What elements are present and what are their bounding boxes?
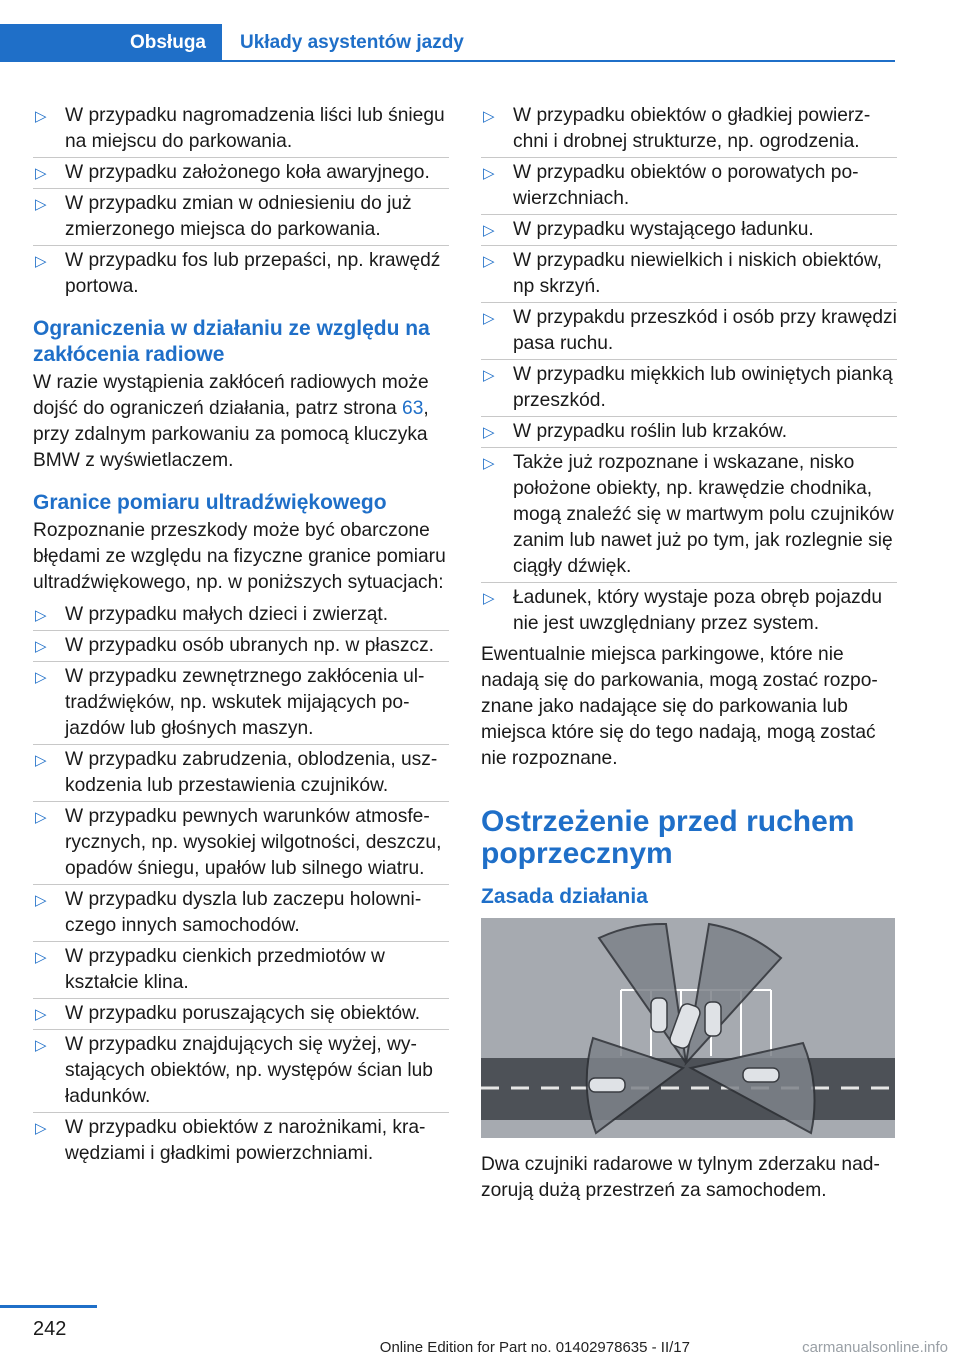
bullet-triangle-icon: ▷ xyxy=(35,196,47,213)
list-item-text: W przypadku nagromadzenia liści lub śniegu na miejscu do parkowania. xyxy=(65,105,445,152)
list-item-text: W przypadku założonego koła awaryjnego. xyxy=(65,162,430,183)
list-item xyxy=(481,450,897,580)
list-item xyxy=(33,804,449,882)
bullet-triangle-icon: ▷ xyxy=(35,1006,47,1023)
bullet-triangle-icon: ▷ xyxy=(483,367,495,384)
bullet-triangle-icon: ▷ xyxy=(35,607,47,624)
list-item xyxy=(481,103,897,155)
list-item xyxy=(33,664,449,742)
list-item xyxy=(33,1115,449,1167)
chapter-tab[interactable]: Obsługa xyxy=(0,24,222,62)
parking-paragraph: Ewentualnie miejsca parkingowe, które nie nadają się do parkowania, mogą zostać rozpoznane jako nadające się do parkowania lub miejsca które się do tego nadają, mogą zostać nie rozpoznane. xyxy=(481,644,878,769)
list-item-text: W przypadku wystającego ładunku. xyxy=(513,219,814,240)
footer-divider xyxy=(0,1305,97,1308)
bullet-triangle-icon: ▷ xyxy=(483,222,495,239)
ultrasonic-heading: Granice pomiaru ultradźwiękowego xyxy=(33,491,387,514)
list-item-text: W przypadku znajdujących się wyżej, wystających obiektów, np. występów ścian lub ładunków. xyxy=(65,1034,433,1107)
list-item xyxy=(33,103,449,155)
list-item xyxy=(33,1001,449,1027)
list-item-text: W przypadku roślin lub krzaków. xyxy=(513,421,788,442)
list-item-text: W przypadku poruszających się obiektów. xyxy=(65,1003,421,1024)
list-item xyxy=(481,362,897,414)
list-item-text: W przypadku fos lub przepaści, np. krawędź portowa. xyxy=(65,250,441,297)
radar-illustration xyxy=(481,918,895,1138)
page-number: 242 xyxy=(33,1318,67,1340)
bullet-triangle-icon: ▷ xyxy=(483,424,495,441)
ultrasonic-bullet-list xyxy=(33,602,449,1167)
bullet-triangle-icon: ▷ xyxy=(483,165,495,182)
list-item-text: Także już rozpoznane i wskazane, nisko położone obiekty, np. krawędzie chodnika, mogą znaleźć się w martwym polu czujników zanim lub nawet już po tym, jak rozlegnie się ciągły dźwięk. xyxy=(513,452,894,577)
radio-heading: Ograniczenia w działaniu ze względu na zakłócenia radiowe xyxy=(33,317,430,366)
list-item xyxy=(33,160,449,186)
list-item xyxy=(33,887,449,939)
bullet-triangle-icon: ▷ xyxy=(35,809,47,826)
bullet-triangle-icon: ▷ xyxy=(483,590,495,607)
list-item-text: W przypadku zmian w odniesieniu do już zmierzonego miejsca do parkowania. xyxy=(65,193,412,240)
list-item-text: W przypadku pewnych warunków atmosferycznych, np. wysokiej wilgotności, deszczu, opadów śniegu, upałów lub silnego wiatru. xyxy=(65,806,442,879)
list-item-text: W przypakdu przeszkód i osób przy krawędzi pasa ruchu. xyxy=(513,307,897,354)
list-item xyxy=(33,747,449,799)
right-column xyxy=(481,103,897,1210)
header-divider xyxy=(222,60,895,62)
list-item xyxy=(33,633,449,659)
list-item xyxy=(481,305,897,357)
section-tab[interactable]: Układy asystentów jazdy xyxy=(240,32,464,53)
list-item xyxy=(33,944,449,996)
list-item-text: W przypadku obiektów o gładkiej powierzchni i drobnej strukturze, np. ogrodzenia. xyxy=(513,105,871,152)
watermark: carmanualsonline.info xyxy=(802,1339,948,1356)
main-heading: Ostrzeżenie przed ruchem poprzecznym xyxy=(481,805,855,870)
figure-caption: Dwa czujniki radarowe w tylnym zderzaku nadzorują dużą przestrzeń za samochodem. xyxy=(481,1154,880,1201)
bullet-triangle-icon: ▷ xyxy=(35,108,47,125)
list-item xyxy=(481,585,897,637)
list-item-text: W przypadku osób ubranych np. w płaszcz. xyxy=(65,635,435,656)
bullet-triangle-icon: ▷ xyxy=(35,949,47,966)
list-item-text: W przypadku zewnętrznego zakłócenia ultradźwięków, np. wskutek mijających pojazdów lub głośnych maszyn. xyxy=(65,666,425,739)
list-item xyxy=(33,1032,449,1110)
bullet-triangle-icon: ▷ xyxy=(35,752,47,769)
page-header xyxy=(0,24,895,62)
page-link[interactable]: 63 xyxy=(402,398,424,419)
bullet-triangle-icon: ▷ xyxy=(35,165,47,182)
list-item-text: W przypadku obiektów o porowatych powierzchniach. xyxy=(513,162,859,209)
list-item xyxy=(33,248,449,300)
bullet-triangle-icon: ▷ xyxy=(35,253,47,270)
list-item xyxy=(481,160,897,212)
list-item-text: W przypadku niewielkich i niskich obiektów, np skrzyń. xyxy=(513,250,882,297)
list-item-text: Ładunek, który wystaje poza obręb pojazdu nie jest uwzględniany przez system. xyxy=(513,587,883,634)
list-item xyxy=(33,191,449,243)
right-bullet-list xyxy=(481,103,897,637)
list-item-text: W przypadku obiektów z narożnikami, krawędziami i gładkimi powierzchniami. xyxy=(65,1117,426,1164)
sub-heading: Zasada działania xyxy=(481,885,648,908)
bullet-triangle-icon: ▷ xyxy=(483,455,495,472)
list-item-text: W przypadku miękkich lub owiniętych pianką przeszkód. xyxy=(513,364,893,411)
bullet-triangle-icon: ▷ xyxy=(35,638,47,655)
ultrasonic-paragraph: Rozpoznanie przeszkody może być obarczone błędami ze względu na fizyczne granice pomiaru ultradźwiękowego, np. w poniższych sytuacjach: xyxy=(33,520,446,593)
list-item xyxy=(33,602,449,628)
edition-label: Online Edition for Part no. 01402978635 - II/17 xyxy=(379,1339,690,1356)
bullet-triangle-icon: ▷ xyxy=(483,108,495,125)
list-item-text: W przypadku małych dzieci i zwierząt. xyxy=(65,604,389,625)
radio-text-before: W razie wystąpienia zakłóceń radiowych może dojść do ograniczeń działania, patrz strona xyxy=(33,372,429,419)
list-item xyxy=(481,248,897,300)
left-column xyxy=(33,103,449,1172)
bullet-triangle-icon: ▷ xyxy=(483,253,495,270)
bullet-triangle-icon: ▷ xyxy=(35,1120,47,1137)
bullet-triangle-icon: ▷ xyxy=(35,892,47,909)
intro-bullet-list xyxy=(33,103,449,300)
list-item-text: W przypadku cienkich przedmiotów w kształcie klina. xyxy=(65,946,385,993)
list-item xyxy=(481,419,897,445)
bullet-triangle-icon: ▷ xyxy=(483,310,495,327)
radio-paragraph xyxy=(33,370,449,474)
list-item xyxy=(481,217,897,243)
list-item-text: W przypadku dyszla lub zaczepu holowniczego innych samochodów. xyxy=(65,889,422,936)
radio-text-after: , przy zdalnym parkowaniu za pomocą kluczyka BMW z wyświetlaczem. xyxy=(33,398,429,471)
bullet-triangle-icon: ▷ xyxy=(35,669,47,686)
list-item-text: W przypadku zabrudzenia, oblodzenia, uszkodzenia lub przestawienia czujników. xyxy=(65,749,438,796)
bullet-triangle-icon: ▷ xyxy=(35,1037,47,1054)
